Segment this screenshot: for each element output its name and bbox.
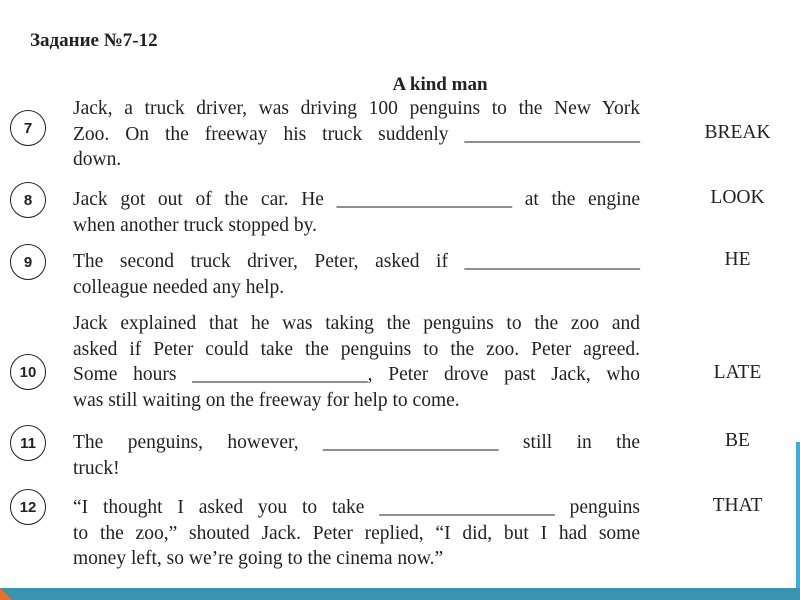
item-number-badge: 8: [10, 182, 46, 218]
key-word: LOOK: [710, 187, 765, 208]
side-accent-line: [796, 442, 800, 592]
text-line: to the zoo,” shouted Jack. Peter replied, “I did, but I had some: [73, 522, 640, 544]
item-text: [73, 495, 640, 572]
item-number-badge: 10: [10, 354, 46, 390]
text-line: The second truck driver, Peter, asked if __________________: [73, 251, 640, 272]
text-line: “I thought I asked you to take __________________ penguins: [73, 497, 640, 518]
text-line: when another truck stopped by.: [73, 214, 318, 236]
item-number-badge: 9: [10, 244, 46, 280]
text-line: The penguins, however, __________________ still in the: [73, 432, 640, 453]
text-line: Some hours __________________, Peter drove past Jack, who: [73, 364, 640, 385]
text-line: colleague needed any help.: [73, 276, 285, 298]
text-line: truck!: [73, 457, 120, 479]
item-number-badge: 12: [10, 489, 46, 525]
text-line: down.: [73, 149, 122, 170]
text-line: asked if Peter could take the penguins to the zoo. Peter agreed.: [73, 338, 640, 360]
text-line: Jack, a truck driver, was driving 100 penguins to the New York: [73, 98, 640, 119]
key-word: HE: [724, 249, 751, 270]
key-word: THAT: [712, 495, 763, 516]
key-word: LATE: [713, 362, 762, 383]
item-number-badge: 7: [10, 110, 46, 146]
item-text: [73, 249, 640, 300]
key-word: BREAK: [704, 122, 771, 143]
key-word: BE: [725, 430, 750, 451]
text-line: Zoo. On the freeway his truck suddenly __________________: [73, 123, 640, 145]
task-heading: Задание №7-12: [30, 30, 158, 51]
bottom-accent-bar: [0, 588, 800, 600]
text-line: Jack got out of the car. He __________________ at the engine: [73, 189, 640, 210]
item-text: [73, 430, 640, 481]
item-text: [73, 311, 640, 413]
text-line: Jack explained that he was taking the penguins to the zoo and: [73, 313, 640, 334]
item-text: [73, 96, 640, 173]
item-number-badge: 11: [10, 425, 46, 461]
text-line: was still waiting on the freeway for help to come.: [73, 389, 460, 411]
text-line: money left, so we’re going to the cinema now.”: [73, 548, 444, 569]
corner-accent-triangle: [0, 588, 12, 600]
text-title: A kind man: [392, 74, 488, 95]
item-text: [73, 187, 640, 238]
